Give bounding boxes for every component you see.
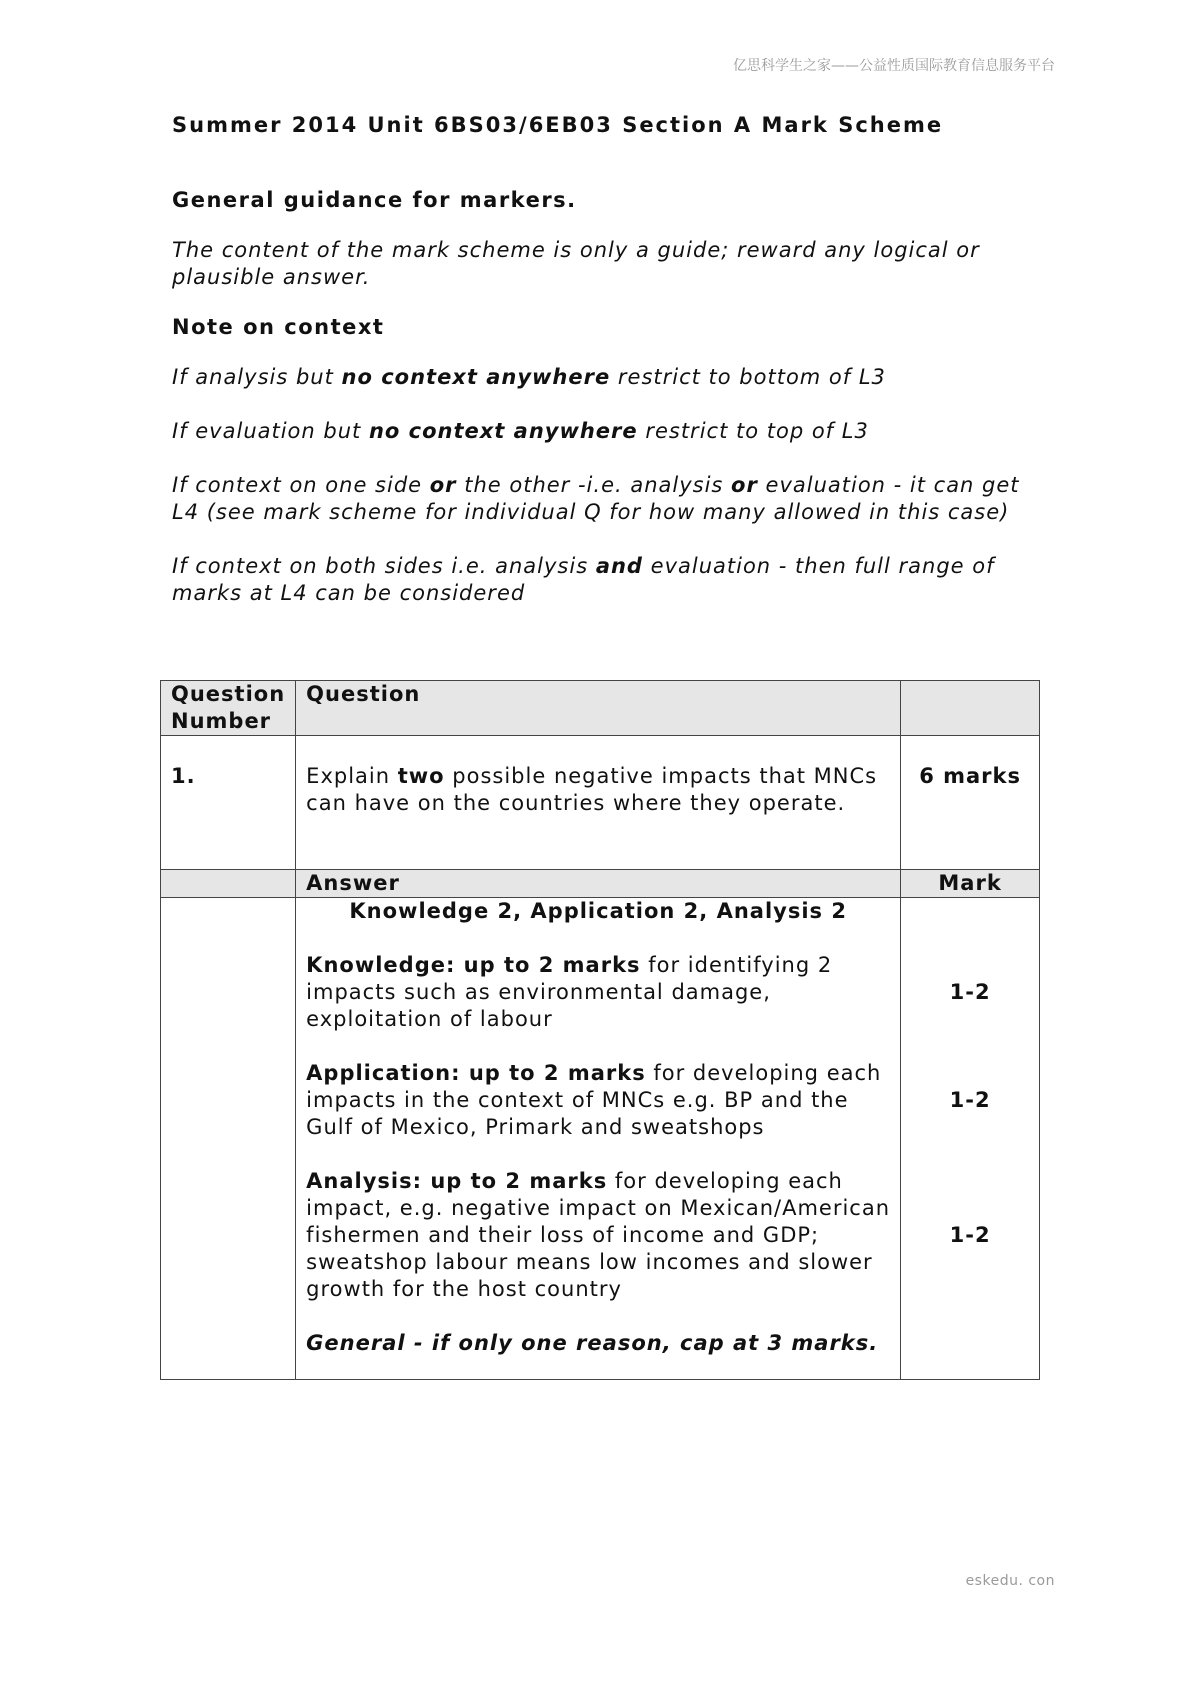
knowledge-criterion	[306, 952, 890, 1033]
rule-3-or-1: or	[429, 473, 457, 497]
question-text-pre: Explain	[306, 764, 398, 788]
question-text-post: possible negative impacts that MNCs can have on the countries where they operate.	[306, 764, 878, 815]
rule-1-pre: If analysis but	[172, 365, 342, 389]
question-row	[161, 736, 1040, 870]
context-rule-4	[172, 553, 1052, 607]
answer-summary: Knowledge 2, Application 2, Analysis 2	[349, 899, 847, 923]
question-number: 1.	[161, 736, 296, 870]
table-header-row	[161, 681, 1040, 736]
answer-blank-cell	[161, 898, 296, 1380]
footer-watermark: eskedu. con	[965, 1573, 1055, 1589]
rule-3-or-2: or	[731, 473, 758, 497]
application-text: for developing each impacts in the context of MNCs e.g. BP and the Gulf of Mexico, Primark and sweatshops	[306, 1061, 882, 1139]
rule-3-part-c: evaluation - it can get L4 (see mark scheme for individual Q for how many allowed in this case)	[172, 473, 1020, 524]
rule-1-post: restrict to bottom of L3	[610, 365, 886, 389]
application-mark: 1-2	[949, 1088, 991, 1112]
analysis-mark: 1-2	[949, 1223, 991, 1247]
rule-2-post: restrict to top of L3	[637, 419, 869, 443]
rule-3-part-b: the other -i.e. analysis	[456, 473, 732, 497]
context-rule-1	[172, 364, 1052, 391]
analysis-criterion	[306, 1168, 890, 1303]
context-rule-2	[172, 418, 1052, 445]
header-watermark: 亿思科学生之家——公益性质国际教育信息服务平台	[733, 58, 1055, 74]
answer-header-blank	[161, 870, 296, 898]
general-guidance-heading: General guidance for markers.	[172, 188, 577, 212]
rule-4-part-b: evaluation - then full range of marks at L4 can be considered	[172, 554, 995, 605]
knowledge-mark: 1-2	[949, 980, 991, 1004]
analysis-text: for developing each impact, e.g. negative impact on Mexican/American fishermen and their loss of income and GDP; sweatshop labour means low incomes and slower growth for the host country	[306, 1169, 891, 1301]
rule-2-emphasis: no context anywhere	[368, 419, 638, 443]
question-text-emphasis: two	[397, 764, 445, 788]
rule-4-part-a: If context on both sides i.e. analysis	[172, 554, 596, 578]
mark-header: Mark	[901, 870, 1040, 898]
mark-cell	[901, 898, 1040, 1380]
context-rule-3	[172, 472, 1052, 526]
application-label: Application: up to 2 marks	[306, 1061, 646, 1085]
header-marks	[901, 681, 1040, 736]
page-title: Summer 2014 Unit 6BS03/6EB03 Section A Mark Scheme	[172, 113, 944, 137]
answer-cell	[296, 898, 901, 1380]
rule-1-emphasis: no context anywhere	[341, 365, 611, 389]
question-marks: 6 marks	[901, 736, 1040, 870]
context-heading: Note on context	[172, 315, 385, 339]
knowledge-text: for identifying 2 impacts such as environmental damage, exploitation of labour	[306, 953, 833, 1031]
document-body	[172, 112, 1052, 607]
knowledge-label: Knowledge: up to 2 marks	[306, 953, 641, 977]
answer-header: Answer	[296, 870, 901, 898]
header-question: Question	[296, 681, 901, 736]
rule-2-pre: If evaluation but	[172, 419, 369, 443]
question-text	[296, 736, 901, 870]
answer-row	[161, 898, 1040, 1380]
mark-scheme-table	[160, 680, 1040, 1380]
rule-3-part-a: If context on one side	[172, 473, 430, 497]
general-cap-note: General - if only one reason, cap at 3 marks.	[306, 1331, 879, 1355]
general-guidance-text: The content of the mark scheme is only a guide; reward any logical or plausible answer.	[172, 238, 980, 289]
header-question-number: Question Number	[161, 681, 296, 736]
application-criterion	[306, 1060, 890, 1141]
rule-4-and: and	[595, 554, 643, 578]
analysis-label: Analysis: up to 2 marks	[306, 1169, 608, 1193]
answer-header-row	[161, 870, 1040, 898]
